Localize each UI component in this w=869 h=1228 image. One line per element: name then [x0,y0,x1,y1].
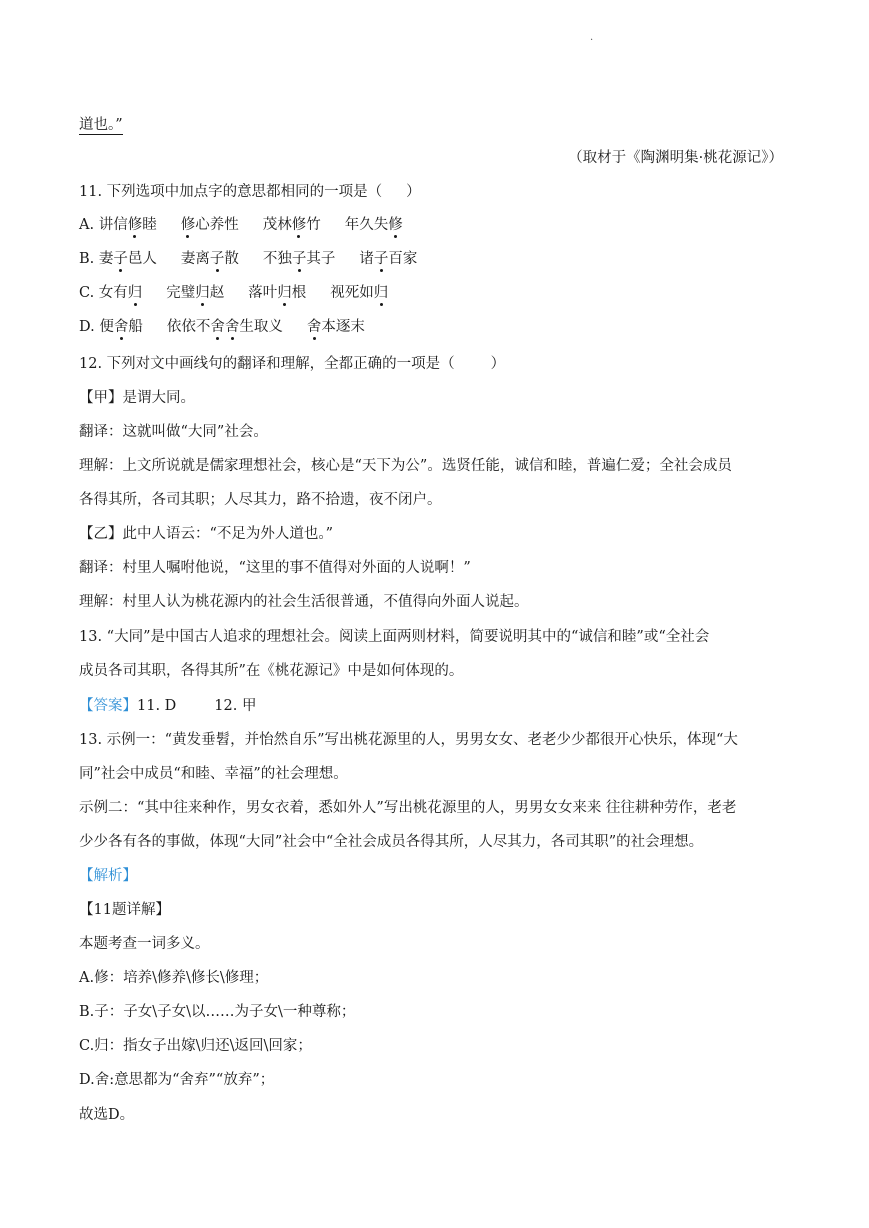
option-a-item-1: 讲信修睦 [98,217,157,233]
question-12: 12. 下列对文中画线句的翻译和理解，全都正确的一项是（ ） [79,356,506,372]
option-a-item-3: 茂林修竹 [262,217,321,233]
question-13-line-2: 成员各司其职，各得其所”在《桃花源记》中是如何体现的。 [79,663,464,679]
yi-understanding: 理解：村里人认为桃花源内的社会生活很普通，不值得向外面人说起。 [79,594,529,610]
option-b-item-2: 妻离子散 [180,251,239,267]
yi-sentence: 【乙】此中人语云：“不足为外人道也。” [79,526,334,542]
explanation-c: C.归：指女子出嫁\归还\返回\回家； [79,1038,312,1054]
option-c-item-2: 完璧归赵 [166,285,225,301]
source-citation: （取材于《陶渊明集·桃花源记》） [568,150,783,166]
answer-line [79,694,256,715]
option-c: C. 女有归 完璧归赵 落叶归根 视死如归 [79,285,389,301]
explanation-d: D.舍:意思都为“舍弃”“放弃”； [79,1072,275,1088]
option-c-item-1: 女有归 [98,285,143,301]
question-13-line-1: 13. “大同”是中国古人追求的理想社会。阅读上面两则材料，简要说明其中的“诚信和睦”或“全社会 [79,629,710,645]
answer-13-line-4: 少少各有各的事做，体现“大同”社会中“全社会成员各得其所，人尽其力，各司其职”的社会理想。 [79,834,704,850]
conclusion: 故选D。 [79,1107,135,1123]
jia-understanding-1: 理解：上文所说就是儒家理想社会，核心是“天下为公”。选贤任能，诚信和睦，普遍仁爱；全社会成员 [79,458,732,474]
detail-11-heading: 【11题详解】 [79,902,170,918]
option-a: A. 讲信修睦 修心养性 茂林修竹 年久失修 [79,217,403,233]
option-b-item-1: 妻子邑人 [98,251,157,267]
option-d-item-3: 舍本逐末 [306,319,365,335]
option-b-item-4: 诸子百家 [359,251,418,267]
answer-13-line-1: 13. 示例一：“黄发垂髫，并怡然自乐”写出桃花源里的人，男男女女、老老少少都很开心快乐，体现“大 [79,732,738,748]
option-c-item-3: 落叶归根 [248,285,307,301]
passage-end: 道也。” [79,117,123,133]
option-b: B. 妻子邑人 妻离子散 不独子其子 诸子百家 [79,251,418,267]
header-dot: . [590,32,594,43]
jia-sentence: 【甲】是谓大同。 [79,390,195,406]
option-b-item-3: 不独子其子 [262,251,336,267]
answer-label: 【答案】 [79,698,137,714]
answer-11: 11. D [137,698,177,714]
option-a-item-4: 年久失修 [344,217,403,233]
option-d-item-2: 依依不舍舍生取义 [166,319,283,335]
option-c-item-4: 视死如归 [330,285,389,301]
topic-line: 本题考查一词多义。 [79,936,210,952]
analysis-label: 【解析】 [79,868,137,884]
explanation-b: B.子：子女\子女\以……为子女\一种尊称； [79,1004,356,1020]
option-a-item-2: 修心养性 [180,217,239,233]
jia-translation: 翻译：这就叫做“大同”社会。 [79,424,268,440]
jia-understanding-2: 各得其所，各司其职；人尽其力，路不拾遗，夜不闭户。 [79,492,442,508]
answer-12: 12. 甲 [214,698,257,714]
yi-translation: 翻译：村里人嘱咐他说，“这里的事不值得对外面的人说啊！” [79,560,471,576]
option-d: D. 便舍船 依依不舍舍生取义 舍本逐末 [79,319,365,335]
answer-13-line-2: 同”社会中成员“和睦、幸福”的社会理想。 [79,766,348,782]
explanation-a: A.修：培养\修养\修长\修理； [79,970,269,986]
answer-13-line-3: 示例二：“其中往来种作，男女衣着，悉如外人”写出桃花源里的人，男男女女来来 往往耕种劳作，老老 [79,800,737,816]
question-11: 11. 下列选项中加点字的意思都相同的一项是（ ） [79,184,421,200]
option-d-item-1: 便舍船 [99,319,143,335]
